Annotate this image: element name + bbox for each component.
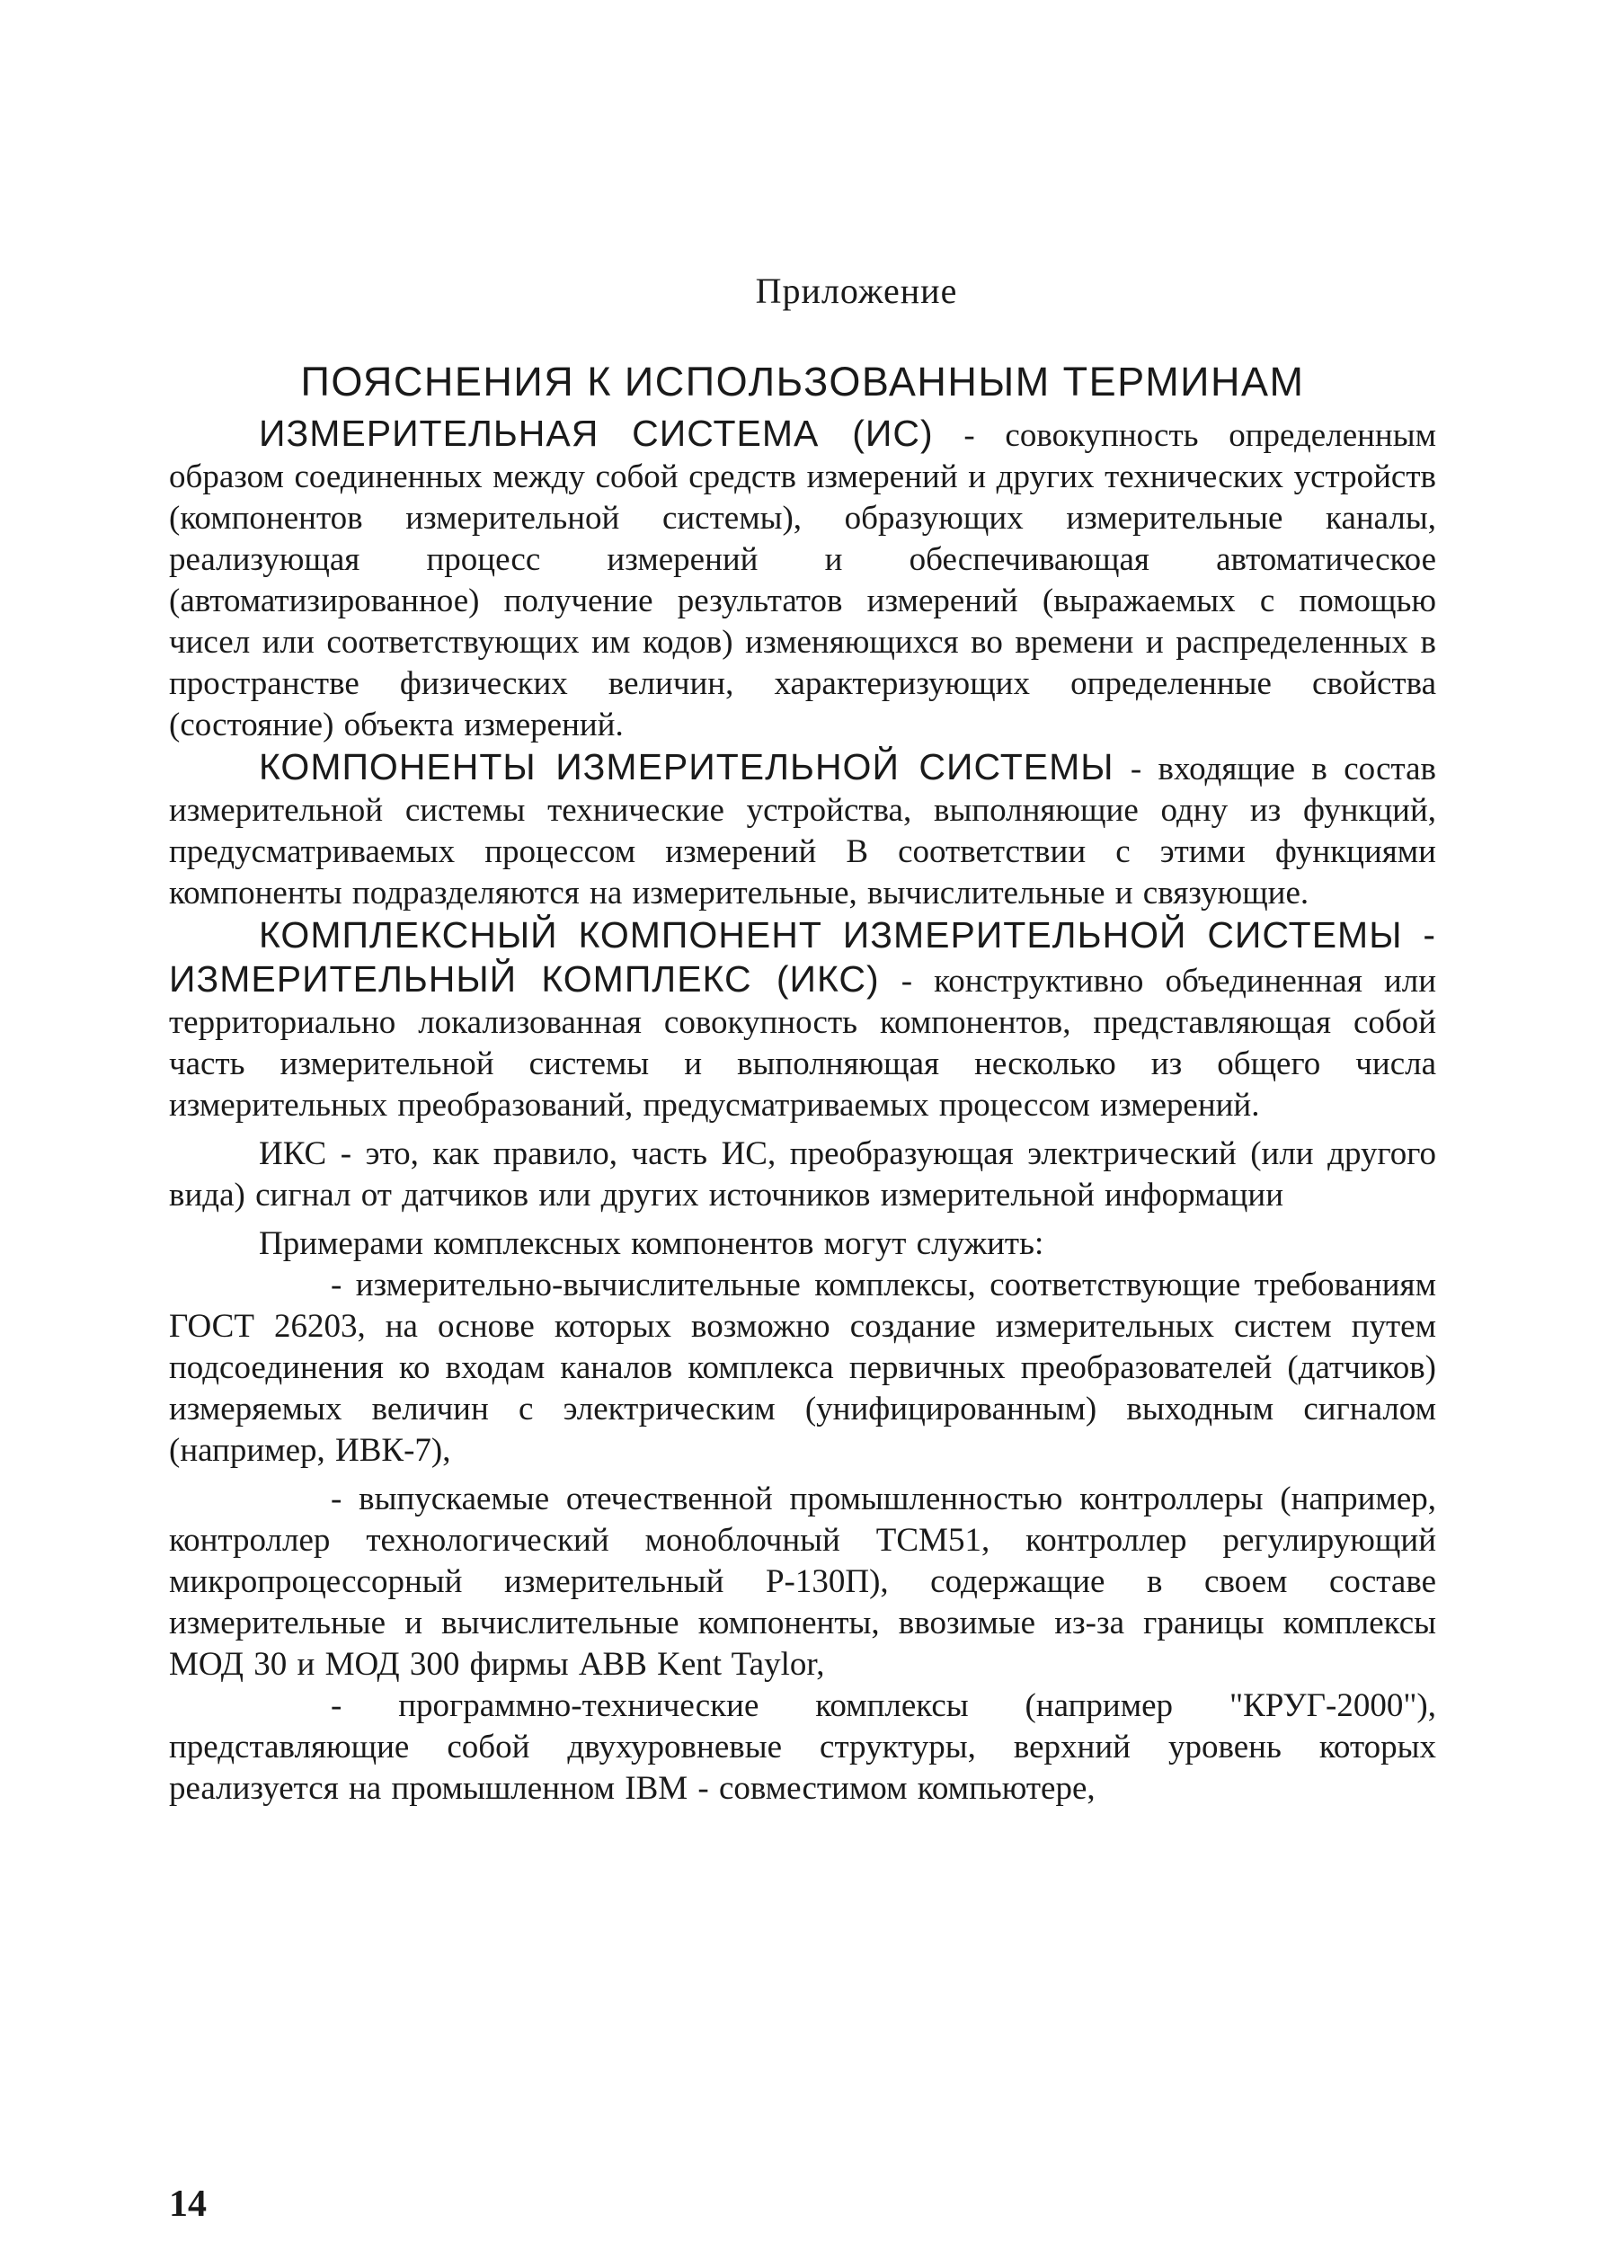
iks-paragraph: ИКС - это, как правило, часть ИС, преобразующая электрический (или другого вида) сигнал от датчиков или других источников измерительной информации <box>169 1135 1436 1214</box>
definition-term: КОМПОНЕНТЫ ИЗМЕРИТЕЛЬНОЙ СИСТЕМЫ <box>259 746 1114 787</box>
definition-system-components <box>169 746 1436 914</box>
definition-term: ИЗМЕРИТЕЛЬНАЯ СИСТЕМА (ИС) <box>259 413 934 454</box>
definition-text: - входящие в состав измерительной системы технические устройства, выполняющие одну из функций, предусматриваемых процессом измерений В соответствии с этими функциями компоненты подразделяются на измерительные, вычислительные и связующие. <box>169 751 1436 912</box>
document-page <box>169 270 1436 1810</box>
appendix-label: Приложение <box>755 271 958 311</box>
example-item: - выпускаемые отечественной промышленностью контроллеры (например, контроллер технологический моноблочный ТСМ51, контроллер регулирующий микропроцессорный измерительный Р-130П), содержащие в своем составе измерительные и вычислительные компоненты, ввозимые из-за границы комплексы МОД 30 и МОД 300 фирмы ABB Kent Taylor, <box>169 1481 1436 1683</box>
definition-complex-component <box>169 914 1436 1126</box>
example-item: - измерительно-вычислительные комплексы, соответствующие требованиям ГОСТ 26203, на основе которых возможно создание измерительных систем путем подсоединения ко входам каналов комплекса первичных преобразователей (датчиков) измеряемых величин с электрическим (унифицированным) выходным сигналом (например, ИВК-7), <box>169 1267 1436 1469</box>
page-number: 14 <box>169 2184 207 2225</box>
definition-measuring-system <box>169 413 1436 746</box>
definition-text: - совокупность определенным образом соединенных между собой средств измерений и других технических устройств (компонентов измерительной системы), образующих измерительные каналы, реализующая процесс измерений и обеспечивающая автоматическое (автоматизированное) получение результатов измерений (выражаемых с помощью чисел или соответствующих им кодов) изменяющихся во времени и распределенных в пространстве физических величин, характеризующих определенные свойства (состояние) объекта измерений. <box>169 417 1436 743</box>
definition-term: КОМПЛЕКСНЫЙ КОМПОНЕНТ ИЗМЕРИТЕЛЬНОЙ СИСТЕМЫ - ИЗМЕРИТЕЛЬНЫЙ КОМПЛЕКС (ИКС) <box>169 914 1436 1000</box>
example-item: - программно-технические комплексы (например "КРУГ-2000"), представляющие собой двухуровневые структуры, верхний уровень которых реализуется на промышленном IBM - совместимом компьютере, <box>169 1687 1436 1807</box>
definition-text: - конструктивно объединенная или территориально локализованная совокупность компонентов, представляющая собой часть измерительной системы и выполняющая несколько из общего числа измерительных преобразований, предусматриваемых процессом измерений. <box>169 963 1437 1124</box>
examples-intro: Примерами комплексных компонентов могут служить: <box>259 1225 1044 1262</box>
section-title: ПОЯСНЕНИЯ К ИСПОЛЬЗОВАННЫМ ТЕРМИНАМ <box>300 359 1305 405</box>
